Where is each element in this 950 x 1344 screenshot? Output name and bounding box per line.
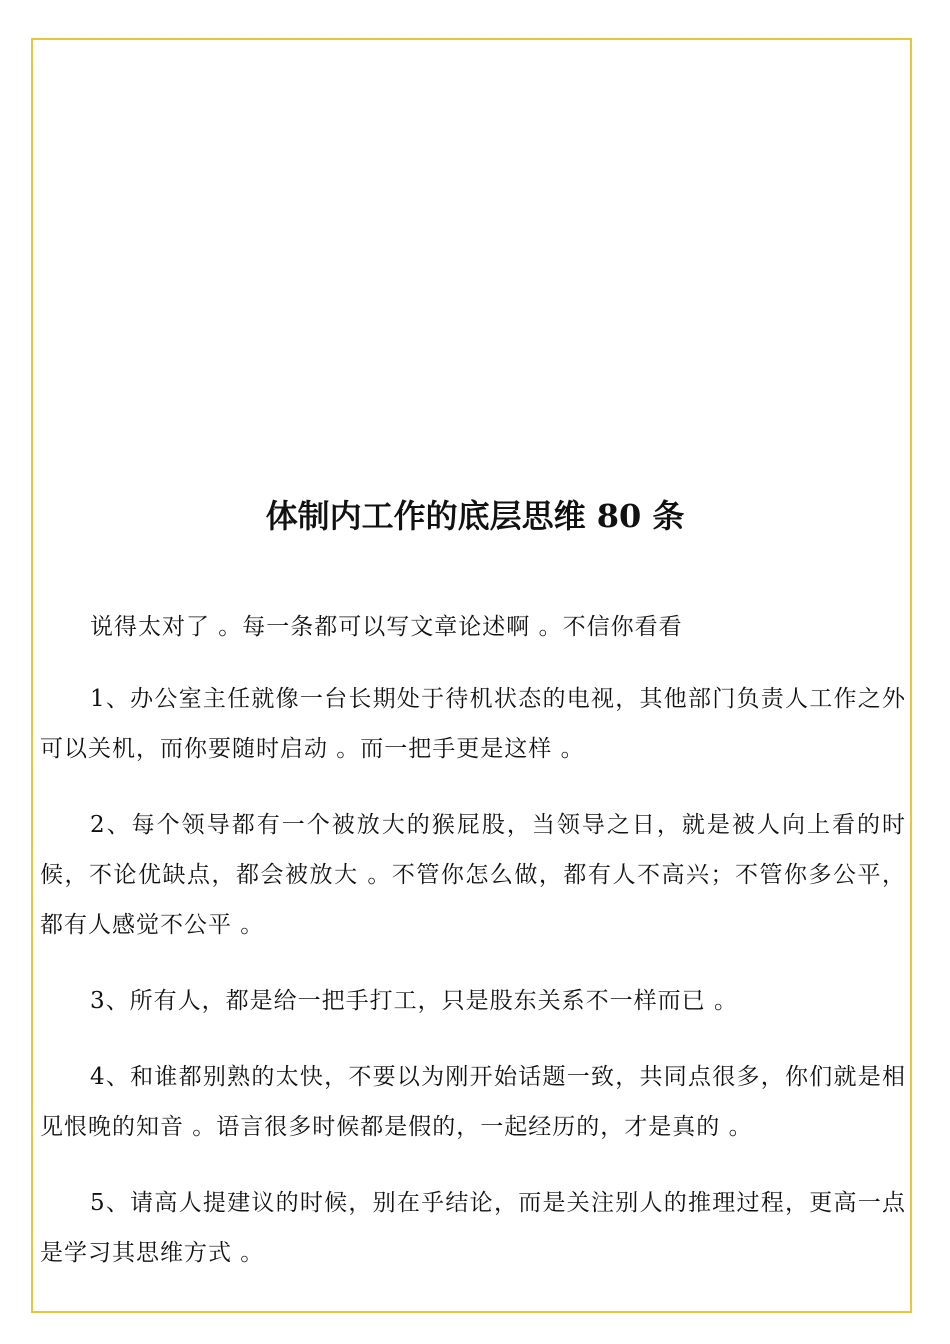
paragraph-item-1: 1、办公室主任就像一台长期处于待机状态的电视，其他部门负责人工作之外可以关机，而你要随时启动 。而一把手更是这样 。 <box>40 686 906 762</box>
document-title: 体制内工作的底层思维 80 条 <box>265 497 685 535</box>
intro-paragraph: 说得太对了 。每一条都可以写文章论述啊 。不信你看看 <box>90 614 683 640</box>
paragraph-item-5: 5、请高人提建议的时候，别在乎结论，而是关注别人的推理过程，更高一点是学习其思维方式 。 <box>40 1190 906 1266</box>
document-body <box>40 602 906 1304</box>
paragraph-item-3: 3、所有人，都是给一把手打工，只是股东关系不一样而已 。 <box>90 988 738 1014</box>
paragraph-item-2: 2、每个领导都有一个被放大的猴屁股，当领导之日，就是被人向上看的时候，不论优缺点，都会被放大 。不管你怎么做，都有人不高兴；不管你多公平，都有人感觉不公平 。 <box>40 812 906 938</box>
paragraph-item-4: 4、和谁都别熟的太快，不要以为刚开始话题一致，共同点很多，你们就是相见恨晚的知音 。语言很多时候都是假的，一起经历的，才是真的 。 <box>40 1064 906 1140</box>
